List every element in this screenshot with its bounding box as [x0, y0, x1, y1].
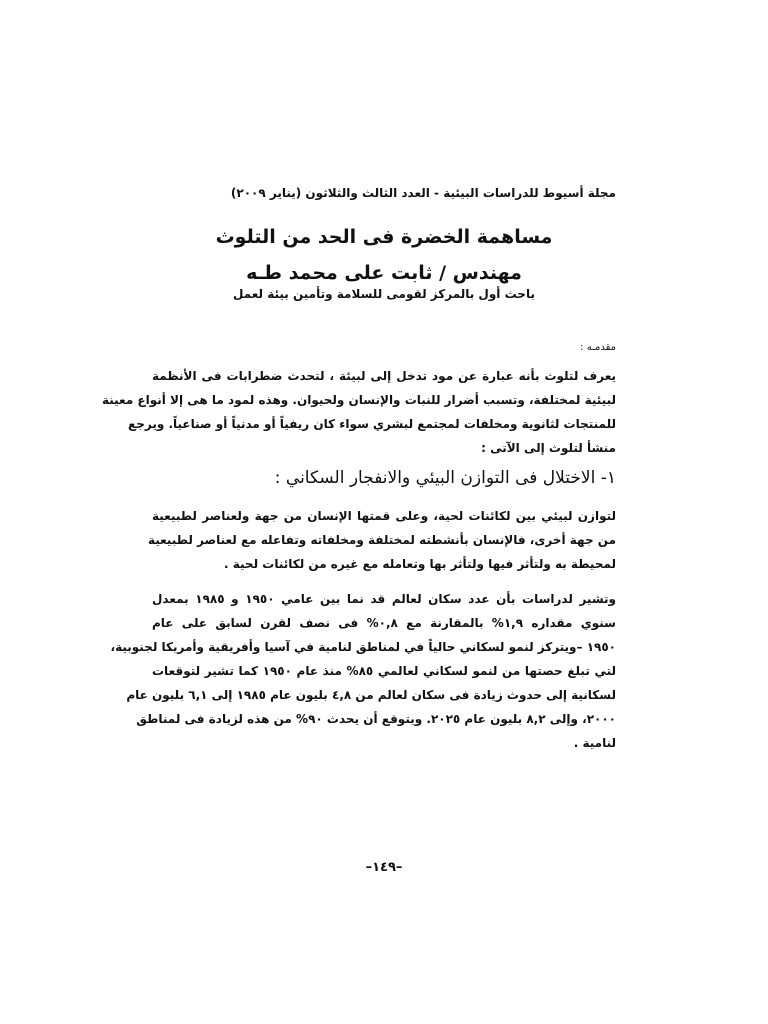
- page-number: –١٤٩–: [365, 860, 403, 875]
- paragraph-line: ١٩٥٠ –ويتركز لنمو لسكاني حالياً في لمناطق لنامية في آسيا وأفريقية وأمريكا لجنوبية،: [110, 640, 616, 654]
- section-heading: ١- الاختلال فى التوازن البيئي والانفجار السكاني :: [274, 468, 616, 488]
- article-author: مهندس / ثابت على محمد طـه: [246, 262, 522, 284]
- introduction-label: مقدمـه :: [580, 342, 616, 353]
- paragraph-line: لتي تبلغ حصتها من لنمو لسكاني لعالمي ٨٥% منذ عام ١٩٥٠ كما تشير لتوقعات: [152, 664, 617, 678]
- paragraph-line: وتشير لدراسات بأن عدد سكان لعالم قد نما بين عامي ١٩٥٠ و ١٩٨٥ بمعدل: [152, 592, 616, 606]
- paragraph-line: لمحيطة به ولتأثر فيها ولتأثر بها وتعامله مع غيره من لكائنات لحية .: [224, 557, 616, 571]
- section-paragraph: [110, 587, 617, 755]
- section-paragraph: [147, 504, 616, 576]
- paragraph-line: لسكانية إلى حدوث زيادة فى سكان لعالم من ٤,٨ بليون عام ١٩٨٥ إلى ٦,١ بليون عام: [126, 688, 616, 702]
- paragraph-line: للمنتجات لثانوية ومخلفات لمجتمع لبشري سواء كان ريفياً أو مدنياً أو صناعياً. ويرجع: [128, 417, 616, 431]
- introduction-paragraph: [101, 364, 616, 460]
- paragraph-line: لنامية .: [573, 736, 616, 750]
- paragraph-line: ٢٠٠٠، وإلى ٨,٢ بليون عام ٢٠٢٥. ويتوقع أن يحدث ٩٠% من هذه لزيادة فى لمناطق: [136, 712, 616, 726]
- paragraph-line: يعرف لتلوث بأنه عبارة عن مود تدخل إلى لبيئة ، لتحدث ضطرابات فى الأنظمة: [152, 369, 616, 383]
- article-title: مساهمة الخضرة فى الحد من التلوث: [215, 226, 553, 248]
- paragraph-line: سنوي مقداره ١,٩% بالمقارنة مع ٠,٨% فى نصف لقرن لسابق على عام: [152, 616, 616, 630]
- author-affiliation: باحث أول بالمركز لقومى للسلامة وتأمين بيئة لعمل: [233, 287, 535, 301]
- journal-header: مجلة أسيوط للدراسات البيئية - العدد الثالث والثلاثون (يناير ٢٠٠٩): [230, 186, 616, 200]
- paragraph-line: لتوازن لبيئي بين لكائنات لحية، وعلى قمتها الإنسان من جهة ولعناصر لطبيعية: [152, 509, 616, 523]
- paragraph-line: منشأ لتلوث إلى الآتى :: [481, 441, 616, 455]
- paragraph-line: من جهة أخرى، فالإنسان بأنشطته لمختلفة ومخلفاته وتفاعله مع لعناصر لطبيعية: [147, 533, 616, 547]
- paragraph-line: لبيئية لمختلفة، وتسبب أضرار للنبات والإنسان ولحيوان. وهذه لمود ما هى إلا أنواع معينة: [101, 393, 616, 407]
